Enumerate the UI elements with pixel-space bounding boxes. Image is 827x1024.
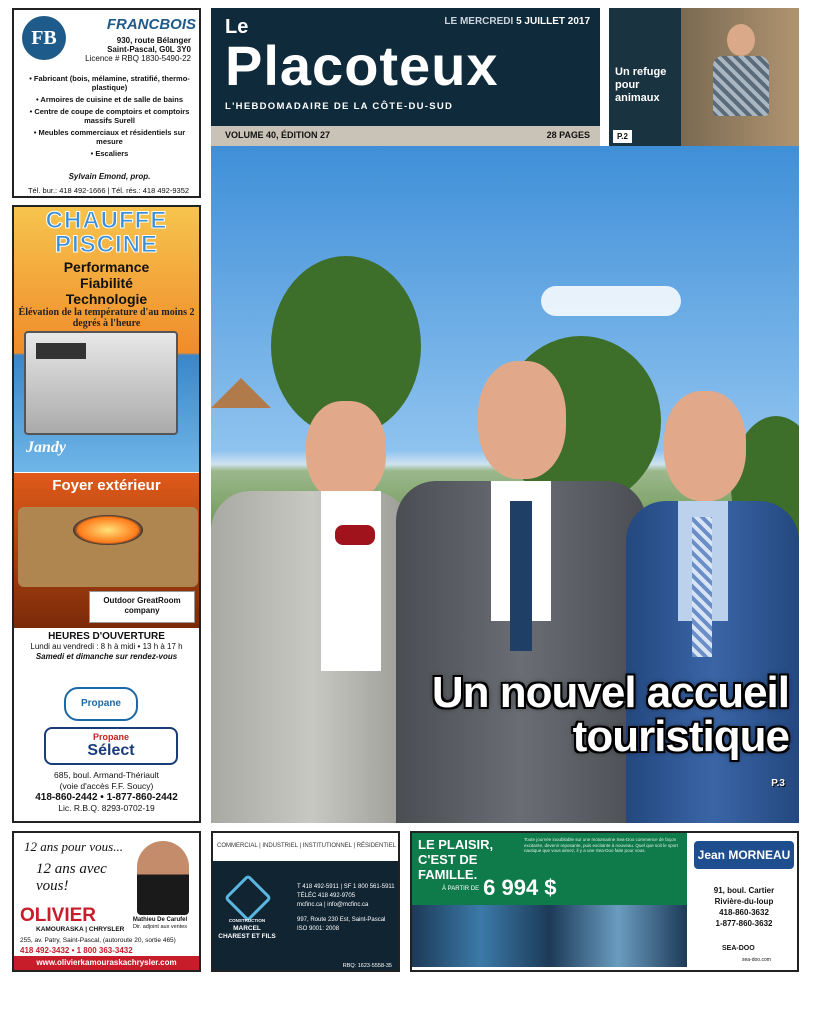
cover-page-ref: P.3 [771,778,785,789]
person-body [713,56,769,116]
seadoo-photo-strip [412,905,687,967]
outdoor-greatroom-logo: Outdoor GreatRoom company [89,591,195,623]
pool-heater-banner [14,207,199,472]
teaser-title: Un refuge pour animaux [615,66,667,104]
issue-date [444,16,590,27]
charest-panel [213,861,398,972]
olivier-address: 255, av. Patry, Saint-Pascal, (autoroute 20, sortie 465) [20,937,176,944]
feature-item: Technologie [65,291,148,307]
francbois-service: • Fabricant (bois, mélamine, stratifié, thermo-plastique) [29,74,190,92]
outdoor-fireplace-section [14,473,199,628]
francbois-service: • Meubles commerciaux et résidentiels sur mesure [33,128,186,146]
olivier-phones: 418 492-3432 • 1 800 363-3432 [20,946,133,955]
morneau-address: 91, boul. Cartier [713,886,775,895]
masthead-le: Le [225,16,249,38]
morneau-logo: Jean MORNEAU [694,841,794,869]
hours-title: HEURES D'OUVERTURE [48,631,165,642]
morneau-city: Rivière-du-loup [714,897,774,906]
person-left-bowtie [335,525,375,545]
propane-select-contact [14,770,199,814]
olivier-chrysler-ad [12,831,201,972]
francbois-address [61,36,191,63]
person-center-tie [510,501,532,651]
francbois-license: Licence # RBQ 1830-5490-22 [85,54,191,63]
person-head [727,24,755,56]
seadoo-logo: SEA-DOO [722,945,755,952]
cover-photo [211,146,799,823]
seadoo-headline: LE PLAISIR, C'EST DE FAMILLE. [418,837,494,882]
charest-sectors: COMMERCIAL | INDUSTRIEL | INSTITUTIONNEL | RÉSIDENTIEL [217,843,397,849]
charest-ad [211,831,400,972]
fire-pit-image [18,507,198,587]
rep-name: Mathieu De Carufel [132,917,188,923]
pool-heater-image [24,331,178,435]
charest-name [217,917,277,941]
person-left [211,401,411,823]
refuge-teaser[interactable] [609,8,799,146]
morneau-phone1: 418-860-3632 [719,908,769,917]
hours-week: Lundi au vendredi : 8 h à midi • 13 h à 17 h [30,642,183,651]
pool-heater-features [14,259,199,307]
select-logo-line2: Sélect [87,742,135,759]
francbois-service: • Escaliers [90,149,129,158]
olivier-slogan2: 12 ans avec vous! [36,861,107,894]
hours-weekend: Samedi et dimanche sur rendez-vous [35,652,178,661]
charest-fax: TÉLÉC 418 492-9705 [297,893,356,899]
olivier-sub: KAMOURASKA | CHRYSLER [36,926,125,933]
person-left-suit [211,491,411,823]
seadoo-fine-print: Toute journée inoubliable sur une motomarine Sea-Doo commence de façon excitante, devenir reposante, puis excitante à nouveau. Quel que soit le sport nautique que vous aimez, il y a une Sea-Doo faite pour vous. [524,837,678,853]
rep-photo [137,841,189,915]
person-center-head [478,361,566,479]
newspaper-name: Placoteux [225,34,499,97]
page-count: 28 PAGES [546,130,590,140]
francbois-address-line1: 930, route Bélanger [116,36,191,45]
morneau-contact [692,885,796,929]
select-logo-line1: Propane [92,732,129,742]
charest-iso: ISO 9001: 2008 [297,926,340,932]
charest-logo-icon [224,874,272,922]
person-left-head [306,401,386,501]
charest-tel: T 418 492-5911 | SF 1 800 561-5911 [297,884,395,890]
pool-heater-headline-line2: PISCINE [54,231,159,258]
select-phones: 418-860-2442 • 1-877-860-2442 [35,792,178,803]
charest-label-small: CONSTRUCTION [228,918,266,923]
morneau-phone2: 1-877-860-3632 [715,919,773,928]
francbois-brand: FRANCBOIS [106,16,196,33]
price-prefix: À PARTIR DE [442,886,480,893]
olivier-brand: OLIVIER [20,905,97,926]
pool-heater-headline-line1: CHAUFFE [45,207,168,234]
price-value: 6 994 $ [483,875,557,900]
select-address2: (voie d'accès F.F. Soucy) [59,781,154,791]
charest-web: mcfinc.ca | info@mcfinc.ca [297,902,369,908]
francbois-phones: Tél. bur.: 418 492-1666 | Tél. rés.: 418 492-9352 [27,186,190,195]
francbois-service: • Centre de coupe de comptoirs et comptoirs massifs Surell [29,107,190,125]
opening-hours [14,632,199,662]
feature-item: Fiabilité [80,275,133,291]
foyer-title: Foyer extérieur [52,477,161,494]
volume-edition: VOLUME 40, ÉDITION 27 [225,130,331,140]
cover-headline-line1: Un nouvel accueil [431,668,789,717]
francbois-proprietor: Sylvain Emond, prop. [68,172,151,181]
seadoo-website[interactable]: sea-doo.com [742,957,771,963]
pool-heater-ad [12,205,201,823]
masthead [211,8,600,146]
jandy-logo: Jandy [26,439,66,456]
charest-contact [297,883,395,934]
feature-item: Performance [63,259,150,275]
pool-heater-elevation: Élévation de la température d'au moins 2 degrés à l'heure [18,307,195,329]
olivier-slogan1: 12 ans pour vous... [24,839,123,854]
person-right-tie [692,517,712,657]
cover-headline-line2: touristique [572,712,789,761]
select-license: Lic. R.B.Q. 8293-0702-19 [58,803,155,813]
pool-heater-headline [14,209,199,257]
teaser-page: P.2 [613,130,632,143]
charest-address: 997, Route 230 Est, Saint-Pascal [297,917,386,923]
cloud [541,286,681,316]
olivier-rep [125,917,195,931]
francbois-address-line2: Saint-Pascal, G0L 3Y0 [107,45,191,54]
francbois-logo: FB [22,16,66,60]
morneau-seadoo-ad [410,831,799,972]
charest-company-name: MARCEL CHAREST ET FILS [218,925,276,940]
issue-day: LE MERCREDI [444,16,514,27]
olivier-website[interactable]: www.olivierkamouraskachrysler.com [14,956,199,970]
francbois-ad [12,8,201,198]
seadoo-promo [412,833,687,905]
charest-rbq: RBQ: 1623-5558-35 [342,963,392,969]
rep-title: Dir. adjoint aux ventes [132,924,188,930]
person-left-shirt [321,491,381,671]
person-right-head [664,391,746,501]
seadoo-price [442,875,557,901]
propane-select-logo [44,727,178,765]
francbois-service: • Armoires de cuisine et de salle de bains [36,95,183,104]
newspaper-tagline: L'HEBDOMADAIRE DE LA CÔTE-DU-SUD [225,101,454,112]
propane-logo: Propane [64,687,138,721]
francbois-services [22,74,197,161]
issue-date-value: 5 JUILLET 2017 [516,16,590,27]
masthead-info-bar [211,126,600,146]
select-address: 685, boul. Armand-Thériault [54,770,159,780]
teaser-photo [707,18,777,138]
cover-headline [431,668,789,761]
